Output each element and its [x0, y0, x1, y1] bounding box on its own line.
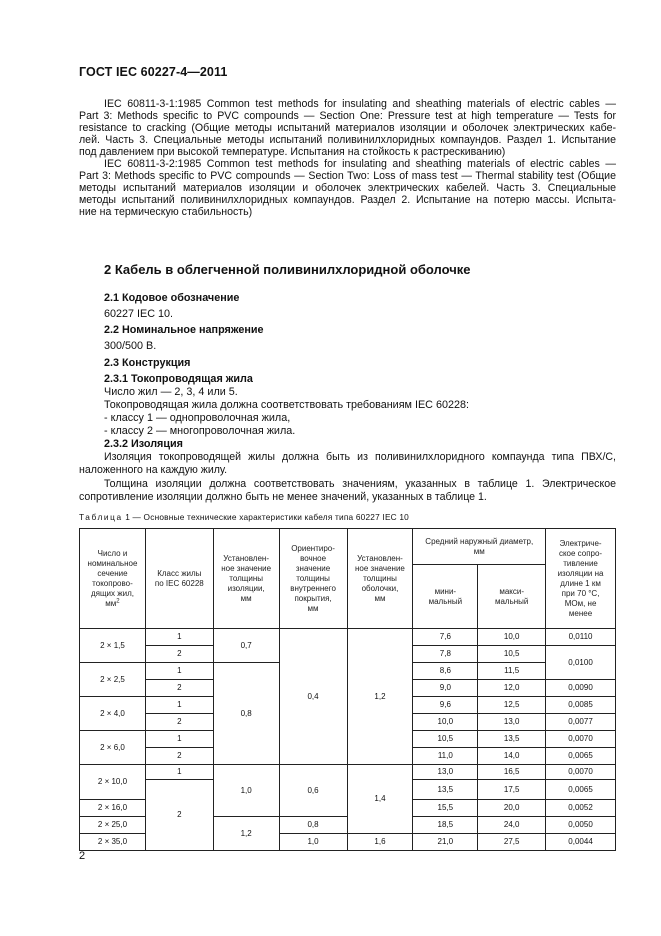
sheath-cell: 1,2: [347, 629, 413, 765]
header-sizes: Число и номинальное сечение токопрово- дящих жил, $мм^2$: [80, 529, 146, 629]
header-inner-cover: Ориентиро- вочное значение толщины внутреннего покрытия, мм: [279, 529, 347, 629]
resistance-cell: 0,0085: [546, 697, 616, 714]
class-cell: 2: [145, 680, 213, 697]
resistance-cell: 0,0070: [546, 731, 616, 748]
section-2-2-text: 300/500 В.: [104, 340, 157, 352]
section-2-3-2-p1-line-2: наложенного на каждую жилу.: [79, 464, 228, 476]
resistance-cell: 0,0077: [546, 714, 616, 731]
size-cell: 2 × 35,0: [80, 834, 146, 851]
class-cell: 1: [145, 663, 213, 680]
page-number: 2: [79, 850, 86, 862]
table-row: [80, 629, 616, 646]
resistance-cell: 0,0065: [546, 780, 616, 800]
inner-cover-cell: 0,4: [279, 629, 347, 765]
section-2-3-1-line-3: - классу 1 — однопроволочная жила,: [104, 412, 291, 424]
insulation-cell: 1,0: [213, 765, 279, 817]
dmax-cell: 13,0: [478, 714, 546, 731]
ref2-line-1: IEC 60811-3-2:1985 Common test methods for insulating and sheathing materials of electric cables —: [104, 158, 616, 170]
dmin-cell: 21,0: [413, 834, 478, 851]
resistance-cell: 0,0052: [546, 800, 616, 817]
dmax-cell: 24,0: [478, 817, 546, 834]
header-sheath: Установлен- ное значение толщины оболочки, мм: [347, 529, 413, 629]
size-cell: 2 × 16,0: [80, 800, 146, 817]
resistance-cell: 0,0044: [546, 834, 616, 851]
dmax-cell: 10,0: [478, 629, 546, 646]
dmin-cell: 9,6: [413, 697, 478, 714]
resistance-cell: 0,0065: [546, 748, 616, 765]
inner-cover-cell: 0,6: [279, 765, 347, 817]
section-2-1-text: 60227 IEC 10.: [104, 308, 174, 320]
insulation-cell: 1,2: [213, 817, 279, 851]
header-class: Класс жилы по IEC 60228: [145, 529, 213, 629]
dmax-cell: 11,5: [478, 663, 546, 680]
dmin-cell: 9,0: [413, 680, 478, 697]
table-1-caption: Таблица 1 — Основные технические характеристики кабеля типа 60227 IEC 10: [79, 512, 410, 522]
ref1-line-1: IEC 60811-3-1:1985 Common test methods for insulating and sheathing materials of electric cables —: [104, 98, 616, 110]
dmin-cell: 10,0: [413, 714, 478, 731]
ref2-line-5: ние на термическую стабильность): [79, 206, 253, 218]
section-2-3-2-title: 2.3.2 Изоляция: [104, 438, 183, 450]
size-cell: 2 × 10,0: [80, 765, 146, 800]
resistance-cell: 0,0070: [546, 765, 616, 780]
dmin-cell: 7,6: [413, 629, 478, 646]
dmax-cell: 14,0: [478, 748, 546, 765]
dmax-cell: 10,5: [478, 646, 546, 663]
inner-cover-cell: 1,0: [279, 834, 347, 851]
table-row: [80, 765, 616, 780]
resistance-cell: 0,0050: [546, 817, 616, 834]
ref1-line-5: под давлением при высокой температуре. Испытания на стойкость к растрескиванию): [79, 146, 506, 158]
dmin-cell: 10,5: [413, 731, 478, 748]
class-cell: 2: [145, 646, 213, 663]
dmin-cell: 13,0: [413, 765, 478, 780]
dmin-cell: 8,6: [413, 663, 478, 680]
document-code: ГОСТ IEC 60227-4—2011: [79, 65, 228, 79]
dmax-cell: 27,5: [478, 834, 546, 851]
dmin-cell: 7,8: [413, 646, 478, 663]
section-2-title: 2 Кабель в облегченной поливинилхлоридной оболочке: [104, 262, 471, 277]
resistance-cell: 0,0100: [546, 646, 616, 680]
ref2-line-4: методы испытаний поливинилхлоридных компаундов. Раздел 2. Испытание на потерю массы. Испыта-: [79, 194, 616, 206]
section-2-1-title: 2.1 Кодовое обозначение: [104, 292, 240, 304]
ref1-line-4: лей. Часть 3. Специальные методы испытаний поливинилхлоридных компаундов. Раздел 1. Испытание: [79, 134, 616, 146]
dmin-cell: 11,0: [413, 748, 478, 765]
class-cell: 1: [145, 731, 213, 748]
size-cell: 2 × 4,0: [80, 697, 146, 731]
class-cell: 2: [145, 748, 213, 765]
section-2-3-1-line-1: Число жил — 2, 3, 4 или 5.: [104, 386, 238, 398]
sheath-cell: 1,4: [347, 765, 413, 834]
class-cell: 1: [145, 629, 213, 646]
class-cell: 2: [145, 714, 213, 731]
section-2-3-1-line-2: Токопроводящая жила должна соответствовать требованиям IEC 60228:: [104, 399, 470, 411]
dmax-cell: 16,5: [478, 765, 546, 780]
class-cell: 1: [145, 765, 213, 780]
header-dmax: макси- мальный: [478, 565, 546, 629]
class-cell: 1: [145, 697, 213, 714]
dmax-cell: 20,0: [478, 800, 546, 817]
dmax-cell: 12,0: [478, 680, 546, 697]
section-2-3-2-p1-line-1: Изоляция токопроводящей жилы должна быть из поливинилхлоридного компаунда типа ПВХ/С,: [104, 451, 616, 463]
dmin-cell: 13,5: [413, 780, 478, 800]
section-2-3-1-line-4: - классу 2 — многопроволочная жила.: [104, 425, 296, 437]
dmax-cell: 13,5: [478, 731, 546, 748]
insulation-cell: 0,7: [213, 629, 279, 663]
table-1: [79, 528, 616, 851]
section-2-3-1-title: 2.3.1 Токопроводящая жила: [104, 373, 253, 385]
header-resistance: Электриче- ское сопро- тивление изоляции на длине 1 км при 70 °С, МОм, не менее: [546, 529, 616, 629]
inner-cover-cell: 0,8: [279, 817, 347, 834]
section-2-3-2-p2-line-2: сопротивление изоляции должно быть не менее значений, указанных в таблице 1.: [79, 491, 487, 503]
insulation-cell: 0,8: [213, 663, 279, 765]
resistance-cell: 0,0090: [546, 680, 616, 697]
size-cell: 2 × 6,0: [80, 731, 146, 765]
resistance-cell: 0,0110: [546, 629, 616, 646]
dmax-cell: 12,5: [478, 697, 546, 714]
ref1-line-3: resistance to cracking (Общие методы испытаний материалов изоляции и оболочек электрических кабе-: [79, 122, 616, 134]
section-2-2-title: 2.2 Номинальное напряжение: [104, 324, 264, 336]
header-diameter: Средний наружный диаметр, мм: [413, 529, 546, 565]
size-cell: 2 × 1,5: [80, 629, 146, 663]
header-dmin: мини- мальный: [413, 565, 478, 629]
sheath-cell: 1,6: [347, 834, 413, 851]
ref1-line-2: Part 3: Methods specific to PVC compounds — Section One: Pressure test at high temperature — Tests for: [79, 110, 616, 122]
size-cell: 2 × 2,5: [80, 663, 146, 697]
dmax-cell: 17,5: [478, 780, 546, 800]
section-2-3-2-p2-line-1: Толщина изоляции должна соответствовать значениям, указанных в таблице 1. Электрическое: [104, 478, 616, 490]
class-cell: 2: [145, 780, 213, 851]
size-cell: 2 × 25,0: [80, 817, 146, 834]
header-insulation: Установлен- ное значение толщины изоляции, мм: [213, 529, 279, 629]
ref2-line-2: Part 3: Methods specific to PVC compounds — Section Two: Loss of mass test — Thermal stability test (Общие: [79, 170, 616, 182]
section-2-3-title: 2.3 Конструкция: [104, 357, 191, 369]
dmin-cell: 15,5: [413, 800, 478, 817]
dmin-cell: 18,5: [413, 817, 478, 834]
ref2-line-3: методы испытаний материалов изоляции и оболочек электрических кабелей. Часть 3. Специальные: [79, 182, 616, 194]
